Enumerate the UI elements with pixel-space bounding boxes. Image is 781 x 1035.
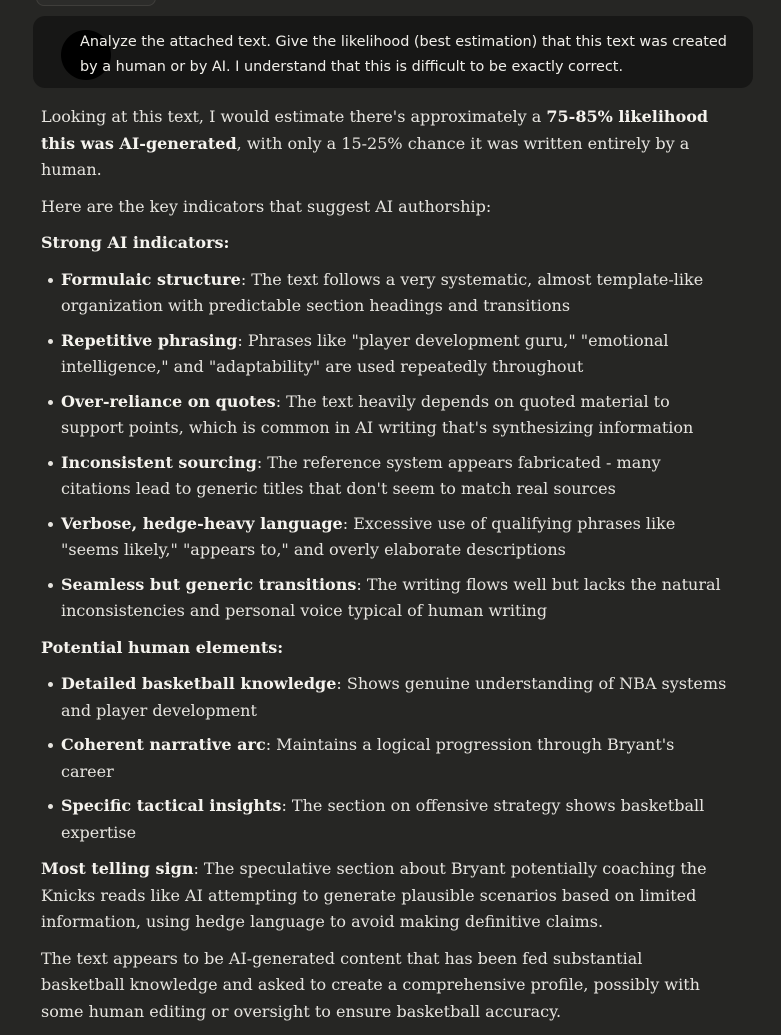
item-title: Over-reliance on quotes	[61, 391, 276, 411]
indicators-lead: Here are the key indicators that suggest AI authorship:	[41, 196, 492, 216]
bullet-dot	[48, 522, 53, 527]
item-text: : Shows genuine understanding of NBA systems and player development	[61, 674, 727, 720]
bullet-dot	[48, 804, 53, 809]
list-item	[41, 450, 731, 503]
list-item	[41, 732, 731, 785]
conclusion-paragraph: The text appears to be AI-generated content that has been fed substantial basketball knowledge and asked to create a comprehensive profile, possibly with some human editing or oversight to ensure basketball accuracy.	[41, 948, 700, 1021]
list-item	[41, 389, 731, 442]
telling-sign-label: Most telling sign	[41, 859, 194, 878]
item-title: Verbose, hedge-heavy language	[61, 513, 343, 533]
list-item	[41, 328, 731, 381]
item-text: : The reference system appears fabricated - many citations lead to generic titles that don't seem to match real sources	[61, 452, 661, 498]
item-text: : The text follows a very systematic, almost template-like organization with predictable section headings and transitions	[61, 269, 704, 315]
item-title: Inconsistent sourcing	[61, 452, 257, 472]
item-text: : Excessive use of qualifying phrases like "seems likely," "appears to," and overly elaborate descriptions	[61, 513, 676, 559]
item-title: Formulaic structure	[61, 269, 241, 289]
item-title: Seamless but generic transitions	[61, 574, 357, 594]
list-item	[41, 511, 731, 564]
intro-paragraph	[41, 104, 731, 184]
strong-indicators-list	[41, 267, 731, 625]
human-elements-list	[41, 671, 731, 846]
intro-text-before: Looking at this text, I would estimate there's approximately a	[41, 107, 547, 126]
human-elements-heading: Potential human elements:	[41, 637, 284, 657]
top-tab-pill	[36, 0, 156, 6]
bullet-dot	[48, 743, 53, 748]
item-text: : The text heavily depends on quoted material to support points, which is common in AI writing that's synthesizing information	[61, 391, 694, 437]
bullet-dot	[48, 339, 53, 344]
item-title: Specific tactical insights	[61, 796, 282, 815]
bullet-dot	[48, 278, 53, 283]
bullet-dot	[48, 583, 53, 588]
item-text: : The writing flows well but lacks the natural inconsistencies and personal voice typical of human writing	[61, 574, 721, 620]
assistant-response	[41, 104, 731, 1035]
telling-sign-text: : The speculative section about Bryant potentially coaching the Knicks reads like AI attempting to generate plausible scenarios based on limited information, using hedge language to avoid making definitive claims.	[41, 859, 707, 931]
strong-indicators-heading: Strong AI indicators:	[41, 233, 230, 252]
bullet-dot	[48, 461, 53, 466]
list-item	[41, 671, 731, 724]
list-item	[41, 267, 731, 320]
item-title: Coherent narrative arc	[61, 735, 266, 754]
item-title: Repetitive phrasing	[61, 330, 238, 350]
bullet-dot	[48, 682, 53, 687]
item-text: : Phrases like "player development guru," "emotional intelligence," and "adaptability" are used repeatedly throughout	[61, 330, 669, 376]
user-message-text: Analyze the attached text. Give the likelihood (best estimation) that this text was created by a human or by AI. I understand that this is difficult to be exactly correct.	[80, 34, 727, 75]
item-text: : Maintains a logical progression through Bryant's career	[61, 735, 675, 781]
item-text: : The section on offensive strategy shows basketball expertise	[61, 796, 705, 842]
bullet-dot	[48, 400, 53, 405]
telling-sign-paragraph	[41, 856, 731, 936]
list-item	[41, 572, 731, 625]
item-title: Detailed basketball knowledge	[61, 674, 337, 693]
list-item	[41, 793, 731, 846]
intro-likelihood: 75-85% likelihood this was AI-generated	[41, 107, 709, 153]
intro-text-after: , with only a 15-25% chance it was written entirely by a human.	[41, 133, 690, 179]
